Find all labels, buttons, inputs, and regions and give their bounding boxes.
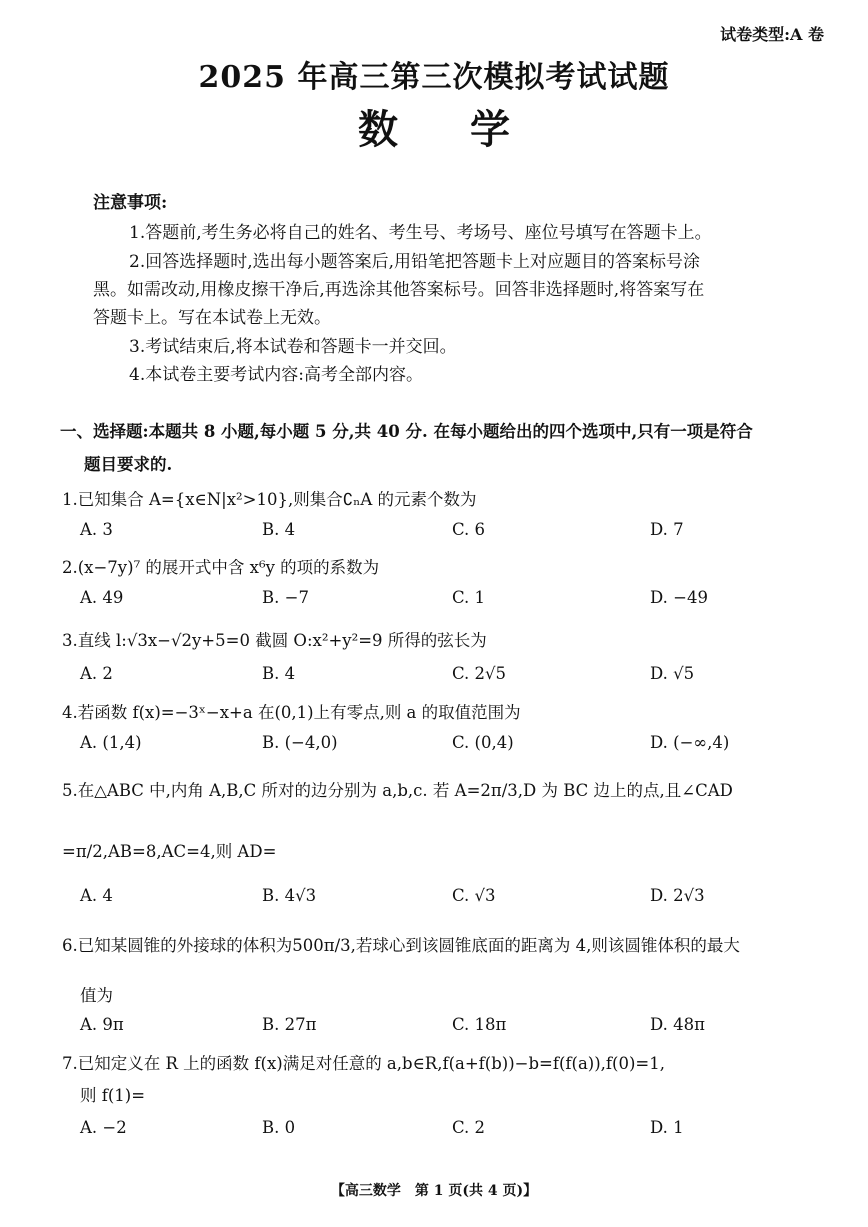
- notice-line: 1.答题前,考生务必将自己的姓名、考生号、考场号、座位号填写在答题卡上。: [129, 223, 712, 243]
- page-footer: 【高三数学 第 1 页(共 4 页)】: [330, 1183, 538, 1199]
- question-6-stem-cont: 值为: [80, 986, 113, 1005]
- question-2-option-b: B. −7: [262, 588, 309, 607]
- section-heading-cont: 题目要求的.: [84, 455, 173, 474]
- question-7-option-a: A. −2: [80, 1118, 127, 1137]
- question-4-option-a: A. (1,4): [80, 733, 142, 752]
- paper-type-label: 试卷类型:A 卷: [720, 25, 824, 44]
- question-4-option-d: D. (−∞,4): [650, 733, 730, 752]
- question-1-option-c: C. 6: [452, 520, 486, 539]
- question-3-option-c: C. 2√5: [452, 664, 507, 683]
- question-2-option-a: A. 49: [80, 588, 124, 607]
- question-6-stem: 6.已知某圆锥的外接球的体积为500π/3,若球心到该圆锥底面的距离为 4,则该圆锥体积的最大: [62, 936, 740, 955]
- question-7-option-c: C. 2: [452, 1118, 486, 1137]
- question-2-stem: 2.(x−7y)⁷ 的展开式中含 x⁶y 的项的系数为: [62, 558, 380, 577]
- question-7-option-d: D. 1: [650, 1118, 684, 1137]
- notice-heading: 注意事项:: [93, 193, 168, 213]
- question-6-option-b: B. 27π: [262, 1015, 317, 1034]
- question-4-option-c: C. (0,4): [452, 733, 514, 752]
- question-3-stem: 3.直线 l:√3x−√2y+5=0 截圆 O:x²+y²=9 所得的弦长为: [62, 631, 487, 650]
- question-1-stem: 1.已知集合 A={x∈N|x²>10},则集合∁ₙA 的元素个数为: [62, 490, 477, 509]
- notice-line: 4.本试卷主要考试内容:高考全部内容。: [129, 365, 423, 385]
- notice-line: 2.回答选择题时,选出每小题答案后,用铅笔把答题卡上对应题目的答案标号涂: [129, 252, 701, 272]
- question-3-option-d: D. √5: [650, 664, 695, 683]
- question-5-option-a: A. 4: [80, 886, 113, 905]
- question-3-option-a: A. 2: [80, 664, 113, 683]
- question-3-option-b: B. 4: [262, 664, 296, 683]
- question-5-stem-cont: =π/2,AB=8,AC=4,则 AD=: [62, 842, 277, 861]
- question-7-option-b: B. 0: [262, 1118, 296, 1137]
- question-6-option-d: D. 48π: [650, 1015, 705, 1034]
- section-heading: 一、选择题:本题共 8 小题,每小题 5 分,共 40 分. 在每小题给出的四个选项中,只有一项是符合: [60, 422, 753, 441]
- question-5-stem: 5.在△ABC 中,内角 A,B,C 所对的边分别为 a,b,c. 若 A=2π/3,D 为 BC 边上的点,且∠CAD: [62, 781, 733, 800]
- question-6-option-c: C. 18π: [452, 1015, 507, 1034]
- question-6-option-a: A. 9π: [80, 1015, 124, 1034]
- question-1-option-a: A. 3: [80, 520, 113, 539]
- question-4-stem: 4.若函数 f(x)=−3ˣ−x+a 在(0,1)上有零点,则 a 的取值范围为: [62, 703, 521, 722]
- question-1-option-b: B. 4: [262, 520, 296, 539]
- question-7-stem: 7.已知定义在 R 上的函数 f(x)满足对任意的 a,b∈R,f(a+f(b))−b=f(f(a)),f(0)=1,: [62, 1054, 665, 1073]
- subject-title: 数学: [358, 106, 582, 153]
- question-2-option-c: C. 1: [452, 588, 486, 607]
- question-7-stem-cont: 则 f(1)=: [80, 1086, 146, 1105]
- question-5-option-c: C. √3: [452, 886, 496, 905]
- question-2-option-d: D. −49: [650, 588, 708, 607]
- question-5-option-b: B. 4√3: [262, 886, 317, 905]
- notice-line: 3.考试结束后,将本试卷和答题卡一并交回。: [129, 337, 457, 357]
- question-4-option-b: B. (−4,0): [262, 733, 338, 752]
- notice-line: 黑。如需改动,用橡皮擦干净后,再选涂其他答案标号。回答非选择题时,将答案写在: [93, 280, 705, 300]
- notice-line: 答题卡上。写在本试卷上无效。: [93, 308, 331, 328]
- question-1-option-d: D. 7: [650, 520, 684, 539]
- exam-title: 2025 年高三第三次模拟考试试题: [198, 60, 670, 95]
- question-5-option-d: D. 2√3: [650, 886, 705, 905]
